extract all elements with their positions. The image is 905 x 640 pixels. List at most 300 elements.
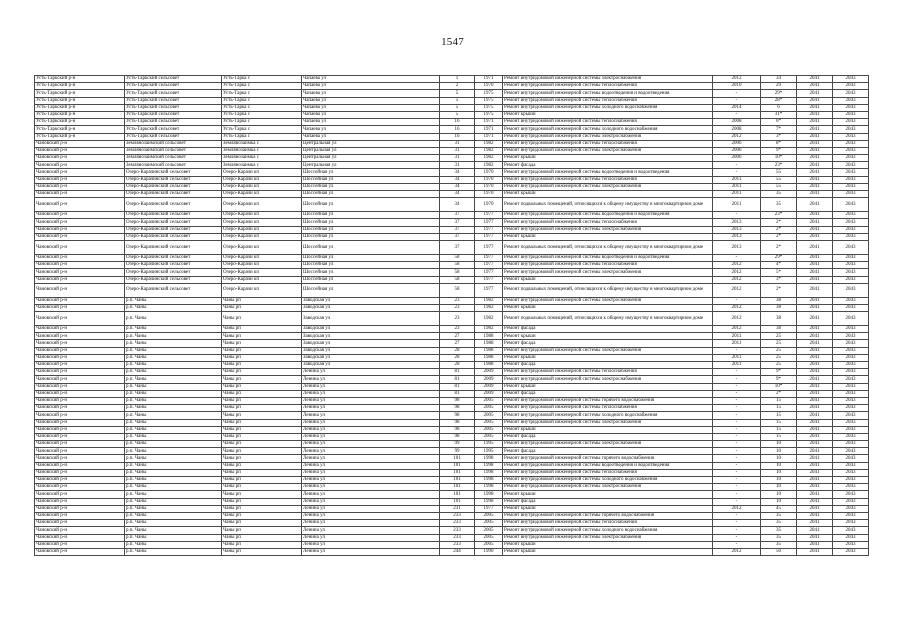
last-repair-year-cell: 2012 <box>713 269 761 276</box>
wear-cell: 8* <box>761 140 797 147</box>
wear-cell: 6* <box>761 119 797 126</box>
table-body <box>35 76 869 556</box>
period-start-cell: 2041 <box>797 119 833 126</box>
period-start-cell: 2041 <box>797 455 833 462</box>
period-start-cell: 2041 <box>797 212 833 219</box>
build-year-cell: 2005 <box>475 426 503 433</box>
street-cell: Ленина ул <box>302 448 440 455</box>
settlement-cell: Озеро-Карачи кп <box>222 198 302 212</box>
street-cell: Заводская ул <box>302 362 440 369</box>
table-row <box>35 90 869 97</box>
build-year-cell: 1975 <box>475 90 503 97</box>
house-number-cell: 37 <box>440 240 475 254</box>
house-number-cell: 34 <box>440 183 475 190</box>
build-year-cell: 1971 <box>475 126 503 133</box>
house-number-cell: 34 <box>440 198 475 212</box>
period-start-cell: 2041 <box>797 534 833 541</box>
last-repair-year-cell: 2012 <box>713 548 761 555</box>
district-cell: Чановский р-н <box>35 433 125 440</box>
last-repair-year-cell: - <box>713 441 761 448</box>
work-type-cell: Ремонт крыши <box>503 426 713 433</box>
municipality-cell: р.п. Чаны <box>125 491 222 498</box>
wear-cell: 15 <box>761 412 797 419</box>
street-cell: Заводская ул <box>302 354 440 361</box>
municipality-cell: Озеро-Карачинский сельсовет <box>125 212 222 219</box>
period-end-cell: 2043 <box>833 83 869 90</box>
last-repair-year-cell: 2011 <box>713 183 761 190</box>
house-number-cell: 16 <box>440 133 475 140</box>
wear-cell: 35 <box>761 520 797 527</box>
settlement-cell: Усть-Тарка с <box>222 90 302 97</box>
street-cell: Ленина ул <box>302 390 440 397</box>
build-year-cell: 1971 <box>475 119 503 126</box>
settlement-cell: Усть-Тарка с <box>222 76 302 83</box>
build-year-cell: 1982 <box>475 147 503 154</box>
house-number-cell: 5 <box>440 90 475 97</box>
period-start-cell: 2041 <box>797 426 833 433</box>
settlement-cell: Землянозаимка с <box>222 162 302 169</box>
build-year-cell: 2005 <box>475 527 503 534</box>
street-cell: Ленина ул <box>302 548 440 555</box>
period-start-cell: 2041 <box>797 340 833 347</box>
district-cell: Чановский р-н <box>35 376 125 383</box>
wear-cell: 3* <box>761 133 797 140</box>
municipality-cell: р.п. Чаны <box>125 376 222 383</box>
municipality-cell: р.п. Чаны <box>125 484 222 491</box>
last-repair-year-cell: - <box>713 347 761 354</box>
settlement-cell: Чаны рп <box>222 548 302 555</box>
wear-cell: 29* <box>761 254 797 261</box>
work-type-cell: Ремонт внутридомовой инженерной системы электроснабжения <box>503 376 713 383</box>
period-end-cell: 2043 <box>833 505 869 512</box>
build-year-cell: 1998 <box>475 455 503 462</box>
municipality-cell: р.п. Чаны <box>125 333 222 340</box>
period-end-cell: 2043 <box>833 240 869 254</box>
street-cell: Чапаева ул <box>302 83 440 90</box>
table-row <box>35 233 869 240</box>
period-end-cell: 2043 <box>833 104 869 111</box>
wear-cell: 4* <box>761 262 797 269</box>
work-type-cell: Ремонт крыши <box>503 383 713 390</box>
municipality-cell: р.п. Чаны <box>125 541 222 548</box>
period-end-cell: 2043 <box>833 162 869 169</box>
district-cell: Чановский р-н <box>35 347 125 354</box>
period-start-cell: 2041 <box>797 333 833 340</box>
build-year-cell: 1988 <box>475 362 503 369</box>
period-end-cell: 2043 <box>833 111 869 118</box>
last-repair-year-cell: 2011 <box>713 333 761 340</box>
district-cell: Чановский р-н <box>35 269 125 276</box>
table-row <box>35 340 869 347</box>
table-row <box>35 491 869 498</box>
wear-cell: 10 <box>761 455 797 462</box>
settlement-cell: Чаны рп <box>222 441 302 448</box>
district-cell: Чановский р-н <box>35 498 125 505</box>
build-year-cell: 1982 <box>475 162 503 169</box>
municipality-cell: р.п. Чаны <box>125 520 222 527</box>
district-cell: Чановский р-н <box>35 462 125 469</box>
settlement-cell: Усть-Тарка с <box>222 133 302 140</box>
work-type-cell: Ремонт фасада <box>503 326 713 333</box>
period-end-cell: 2043 <box>833 541 869 548</box>
street-cell: Ленина ул <box>302 505 440 512</box>
district-cell: Чановский р-н <box>35 520 125 527</box>
build-year-cell: 1977 <box>475 240 503 254</box>
last-repair-year-cell: 2012 <box>713 133 761 140</box>
build-year-cell: 1995 <box>475 448 503 455</box>
municipality-cell: Землянозаимский сельсовет <box>125 162 222 169</box>
period-start-cell: 2041 <box>797 326 833 333</box>
house-number-cell: 81 <box>440 369 475 376</box>
district-cell: Чановский р-н <box>35 527 125 534</box>
work-type-cell: Ремонт внутридомовой инженерной системы теплоснабжения <box>503 140 713 147</box>
build-year-cell: 1988 <box>475 340 503 347</box>
wear-cell: 2* <box>761 283 797 297</box>
table-row <box>35 426 869 433</box>
wear-cell: 6 <box>761 104 797 111</box>
wear-cell: 45 <box>761 505 797 512</box>
table-row <box>35 512 869 519</box>
work-type-cell: Ремонт внутридомовой инженерной системы электроснабжения <box>503 419 713 426</box>
build-year-cell: 1970 <box>475 198 503 212</box>
municipality-cell: р.п. Чаны <box>125 397 222 404</box>
district-cell: Чановский р-н <box>35 383 125 390</box>
district-cell: Чановский р-н <box>35 455 125 462</box>
period-end-cell: 2043 <box>833 448 869 455</box>
municipality-cell: р.п. Чаны <box>125 455 222 462</box>
street-cell: Ленина ул <box>302 369 440 376</box>
table-row <box>35 240 869 254</box>
last-repair-year-cell: 2011 <box>713 191 761 198</box>
district-cell: Усть-Таркский р-н <box>35 90 125 97</box>
house-number-cell: 101 <box>440 491 475 498</box>
period-start-cell: 2041 <box>797 383 833 390</box>
street-cell: Шоссейная ул <box>302 233 440 240</box>
build-year-cell: 1998 <box>475 491 503 498</box>
table-row <box>35 183 869 190</box>
build-year-cell: 1970 <box>475 191 503 198</box>
build-year-cell: 1970 <box>475 183 503 190</box>
table-row <box>35 477 869 484</box>
period-start-cell: 2041 <box>797 347 833 354</box>
settlement-cell: Чаны рп <box>222 297 302 304</box>
street-cell: Ленина ул <box>302 512 440 519</box>
district-cell: Усть-Таркский р-н <box>35 83 125 90</box>
street-cell: Ленина ул <box>302 412 440 419</box>
period-start-cell: 2041 <box>797 133 833 140</box>
municipality-cell: р.п. Чаны <box>125 469 222 476</box>
period-end-cell: 2043 <box>833 269 869 276</box>
settlement-cell: Озеро-Карачи кп <box>222 283 302 297</box>
last-repair-year-cell: - <box>713 455 761 462</box>
table-row <box>35 484 869 491</box>
district-cell: Чановский р-н <box>35 512 125 519</box>
table-row <box>35 326 869 333</box>
street-cell: Ленина ул <box>302 455 440 462</box>
municipality-cell: р.п. Чаны <box>125 362 222 369</box>
period-end-cell: 2043 <box>833 304 869 311</box>
work-type-cell: Ремонт подвальных помещений, относящихся к общему имуществу в многоквартирном доме <box>503 240 713 254</box>
settlement-cell: Усть-Тарка с <box>222 104 302 111</box>
municipality-cell: Озеро-Карачинский сельсовет <box>125 183 222 190</box>
settlement-cell: Чаны рп <box>222 333 302 340</box>
period-end-cell: 2043 <box>833 283 869 297</box>
street-cell: Чапаева ул <box>302 104 440 111</box>
municipality-cell: Озеро-Карачинский сельсовет <box>125 198 222 212</box>
period-end-cell: 2043 <box>833 340 869 347</box>
wear-cell: 15 <box>761 419 797 426</box>
build-year-cell: 1990 <box>475 548 503 555</box>
municipality-cell: Землянозаимский сельсовет <box>125 140 222 147</box>
settlement-cell: Чаны рп <box>222 484 302 491</box>
municipality-cell: р.п. Чаны <box>125 405 222 412</box>
house-number-cell: 5 <box>440 104 475 111</box>
build-year-cell: 1988 <box>475 354 503 361</box>
work-type-cell: Ремонт внутридомовой инженерной системы холодного водоснабжения <box>503 412 713 419</box>
settlement-cell: Усть-Тарка с <box>222 111 302 118</box>
wear-cell: 29* <box>761 90 797 97</box>
municipality-cell: р.п. Чаны <box>125 477 222 484</box>
settlement-cell: Озеро-Карачи кп <box>222 212 302 219</box>
district-cell: Чановский р-н <box>35 390 125 397</box>
municipality-cell: Озеро-Карачинский сельсовет <box>125 226 222 233</box>
municipality-cell: Озеро-Карачинский сельсовет <box>125 191 222 198</box>
municipality-cell: Усть-Таркский сельсовет <box>125 119 222 126</box>
district-cell: Чановский р-н <box>35 333 125 340</box>
period-start-cell: 2041 <box>797 498 833 505</box>
build-year-cell: 1998 <box>475 498 503 505</box>
last-repair-year-cell: 2012 <box>713 276 761 283</box>
wear-cell: 55 <box>761 176 797 183</box>
street-cell: Заводская ул <box>302 333 440 340</box>
street-cell: Ленина ул <box>302 520 440 527</box>
house-number-cell: 28 <box>440 347 475 354</box>
settlement-cell: Чаны рп <box>222 312 302 326</box>
district-cell: Чановский р-н <box>35 397 125 404</box>
wear-cell: 25 <box>761 354 797 361</box>
settlement-cell: Чаны рп <box>222 340 302 347</box>
period-end-cell: 2043 <box>833 397 869 404</box>
period-start-cell: 2041 <box>797 484 833 491</box>
work-type-cell: Ремонт внутридомовой инженерной системы теплоснабжения <box>503 405 713 412</box>
build-year-cell: 2005 <box>475 419 503 426</box>
last-repair-year-cell: 2011 <box>713 198 761 212</box>
build-year-cell: 1988 <box>475 347 503 354</box>
settlement-cell: Озеро-Карачи кп <box>222 262 302 269</box>
wear-cell: 10 <box>761 462 797 469</box>
table-row <box>35 419 869 426</box>
period-end-cell: 2043 <box>833 477 869 484</box>
settlement-cell: Чаны рп <box>222 448 302 455</box>
district-cell: Чановский р-н <box>35 548 125 555</box>
period-end-cell: 2043 <box>833 169 869 176</box>
house-number-cell: 37 <box>440 233 475 240</box>
period-end-cell: 2043 <box>833 347 869 354</box>
house-number-cell: 99 <box>440 441 475 448</box>
settlement-cell: Чаны рп <box>222 541 302 548</box>
street-cell: Ленина ул <box>302 469 440 476</box>
house-number-cell: 101 <box>440 484 475 491</box>
street-cell: Шоссейная ул <box>302 254 440 261</box>
district-cell: Чановский р-н <box>35 191 125 198</box>
wear-cell: 10 <box>761 484 797 491</box>
period-end-cell: 2043 <box>833 254 869 261</box>
period-start-cell: 2041 <box>797 198 833 212</box>
wear-cell: 25 <box>761 340 797 347</box>
work-type-cell: Ремонт фасада <box>503 390 713 397</box>
period-end-cell: 2043 <box>833 333 869 340</box>
table-row <box>35 390 869 397</box>
municipality-cell: р.п. Чаны <box>125 304 222 311</box>
district-cell: Чановский р-н <box>35 147 125 154</box>
last-repair-year-cell: - <box>713 491 761 498</box>
work-type-cell: Ремонт внутридомовой инженерной системы теплоснабжения <box>503 469 713 476</box>
period-end-cell: 2043 <box>833 362 869 369</box>
street-cell: Ленина ул <box>302 498 440 505</box>
period-start-cell: 2041 <box>797 491 833 498</box>
district-cell: Чановский р-н <box>35 198 125 212</box>
work-type-cell: Ремонт внутридомовой инженерной системы электроснабжения <box>503 133 713 140</box>
district-cell: Чановский р-н <box>35 283 125 297</box>
wear-cell: 10* <box>761 383 797 390</box>
street-cell: Чапаева ул <box>302 119 440 126</box>
house-number-cell: 5 <box>440 97 475 104</box>
work-type-cell: Ремонт внутридомовой инженерной системы электроснабжения <box>503 347 713 354</box>
house-number-cell: 231 <box>440 505 475 512</box>
work-type-cell: Ремонт крыши <box>503 491 713 498</box>
work-type-cell: Ремонт внутридомовой инженерной системы электроснабжения <box>503 484 713 491</box>
work-type-cell: Ремонт фасада <box>503 362 713 369</box>
table-row <box>35 97 869 104</box>
build-year-cell: 1977 <box>475 254 503 261</box>
street-cell: Чапаева ул <box>302 76 440 83</box>
period-start-cell: 2041 <box>797 162 833 169</box>
period-start-cell: 2041 <box>797 376 833 383</box>
build-year-cell: 1988 <box>475 333 503 340</box>
wear-cell: 25 <box>761 347 797 354</box>
house-number-cell: 244 <box>440 548 475 555</box>
district-cell: Усть-Таркский р-н <box>35 133 125 140</box>
period-end-cell: 2043 <box>833 354 869 361</box>
period-start-cell: 2041 <box>797 97 833 104</box>
table-row <box>35 269 869 276</box>
street-cell: Ленина ул <box>302 484 440 491</box>
street-cell: Ленина ул <box>302 383 440 390</box>
period-end-cell: 2043 <box>833 198 869 212</box>
street-cell: Шоссейная ул <box>302 269 440 276</box>
settlement-cell: Озеро-Карачи кп <box>222 183 302 190</box>
settlement-cell: Усть-Тарка с <box>222 119 302 126</box>
period-end-cell: 2043 <box>833 133 869 140</box>
last-repair-year-cell: 2013 <box>713 240 761 254</box>
municipality-cell: р.п. Чаны <box>125 448 222 455</box>
last-repair-year-cell: 2008 <box>713 119 761 126</box>
period-start-cell: 2041 <box>797 419 833 426</box>
build-year-cell: 1975 <box>475 104 503 111</box>
district-cell: Чановский р-н <box>35 441 125 448</box>
settlement-cell: Землянозаимка с <box>222 147 302 154</box>
district-cell: Чановский р-н <box>35 140 125 147</box>
municipality-cell: Землянозаимский сельсовет <box>125 155 222 162</box>
municipality-cell: р.п. Чаны <box>125 354 222 361</box>
house-number-cell: 98 <box>440 426 475 433</box>
district-cell: Чановский р-н <box>35 233 125 240</box>
table-row <box>35 111 869 118</box>
work-type-cell: Ремонт крыши <box>503 233 713 240</box>
last-repair-year-cell: 2012 <box>713 326 761 333</box>
period-end-cell: 2043 <box>833 419 869 426</box>
district-cell: Чановский р-н <box>35 254 125 261</box>
build-year-cell: 1970 <box>475 83 503 90</box>
district-cell: Чановский р-н <box>35 304 125 311</box>
table-row <box>35 548 869 555</box>
settlement-cell: Чаны рп <box>222 354 302 361</box>
period-end-cell: 2043 <box>833 312 869 326</box>
period-end-cell: 2043 <box>833 219 869 226</box>
district-cell: Чановский р-н <box>35 491 125 498</box>
period-end-cell: 2043 <box>833 233 869 240</box>
last-repair-year-cell: - <box>713 412 761 419</box>
table-row <box>35 354 869 361</box>
build-year-cell: 1977 <box>475 262 503 269</box>
period-end-cell: 2043 <box>833 433 869 440</box>
street-cell: Заводская ул <box>302 347 440 354</box>
wear-cell: 10 <box>761 498 797 505</box>
table-row <box>35 198 869 212</box>
period-start-cell: 2041 <box>797 441 833 448</box>
settlement-cell: Чаны рп <box>222 491 302 498</box>
last-repair-year-cell: - <box>713 512 761 519</box>
district-cell: Чановский р-н <box>35 212 125 219</box>
period-end-cell: 2043 <box>833 226 869 233</box>
work-type-cell: Ремонт крыши <box>503 354 713 361</box>
wear-cell: 5* <box>761 269 797 276</box>
work-type-cell: Ремонт внутридомовой инженерной системы горячего водоснабжения <box>503 455 713 462</box>
period-start-cell: 2041 <box>797 405 833 412</box>
table-row <box>35 505 869 512</box>
house-number-cell: 233 <box>440 512 475 519</box>
period-end-cell: 2043 <box>833 498 869 505</box>
last-repair-year-cell: - <box>713 484 761 491</box>
period-start-cell: 2041 <box>797 312 833 326</box>
work-type-cell: Ремонт крыши <box>503 191 713 198</box>
last-repair-year-cell: 2013 <box>713 226 761 233</box>
district-cell: Чановский р-н <box>35 226 125 233</box>
work-type-cell: Ремонт внутридомовой инженерной системы водоотведения и водоотведения <box>503 462 713 469</box>
table-row <box>35 262 869 269</box>
last-repair-year-cell: - <box>713 520 761 527</box>
period-end-cell: 2043 <box>833 326 869 333</box>
street-cell: Шоссейная ул <box>302 169 440 176</box>
municipality-cell: Озеро-Карачинский сельсовет <box>125 176 222 183</box>
settlement-cell: Чаны рп <box>222 376 302 383</box>
settlement-cell: Озеро-Карачи кп <box>222 219 302 226</box>
last-repair-year-cell: 2006 <box>713 147 761 154</box>
period-start-cell: 2041 <box>797 191 833 198</box>
district-cell: Чановский р-н <box>35 169 125 176</box>
work-type-cell: Ремонт крыши <box>503 333 713 340</box>
district-cell: Усть-Таркский р-н <box>35 97 125 104</box>
house-number-cell: 58 <box>440 276 475 283</box>
wear-cell: 2* <box>761 240 797 254</box>
work-type-cell: Ремонт подвальных помещений, относящихся к общему имуществу в многоквартирном доме <box>503 283 713 297</box>
district-cell: Усть-Таркский р-н <box>35 76 125 83</box>
period-end-cell: 2043 <box>833 441 869 448</box>
period-start-cell: 2041 <box>797 433 833 440</box>
house-number-cell: 98 <box>440 419 475 426</box>
house-number-cell: 81 <box>440 383 475 390</box>
house-number-cell: 233 <box>440 527 475 534</box>
